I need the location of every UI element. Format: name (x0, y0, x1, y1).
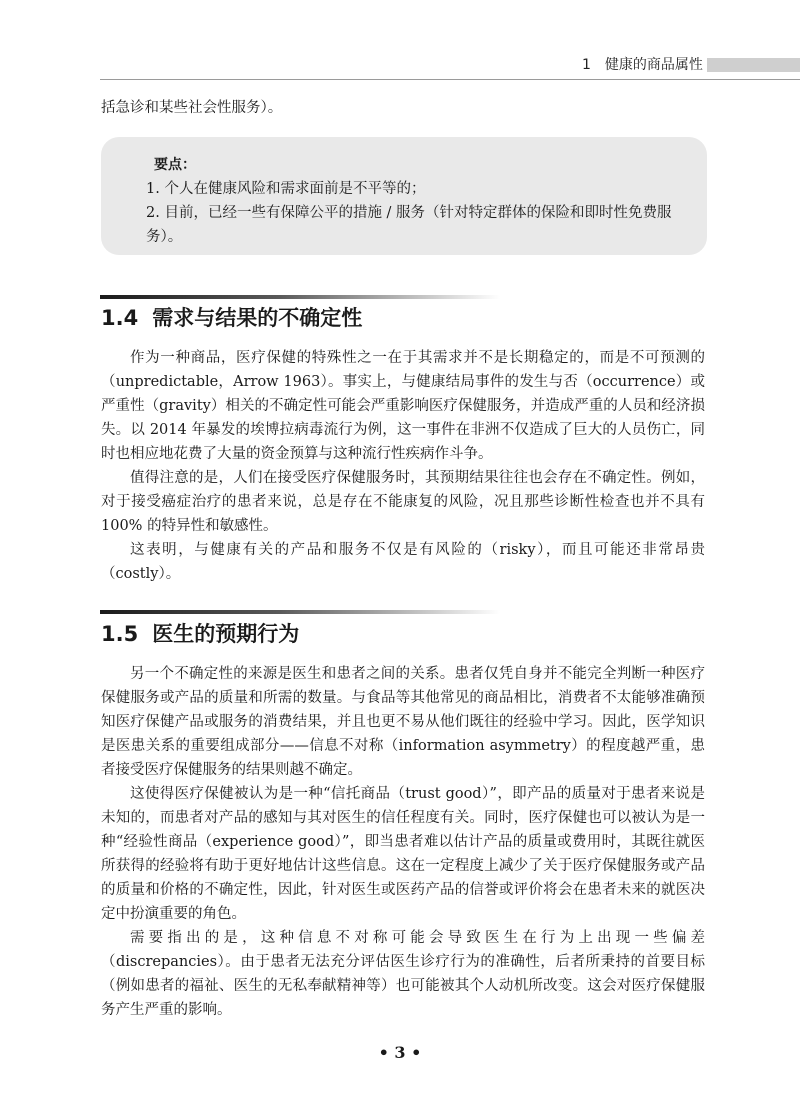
running-header-chapter: 1 健康的商品属性 (582, 57, 703, 73)
section-1-5-body (101, 662, 705, 1022)
paragraph: 这使得医疗保健被认为是一种“信托商品（trust good）”，即产品的质量对于患者来说是未知的，而患者对产品的感知与其对医生的信任程度有关。同时，医疗保健也可以被认为是一种“经验性商品（experience good）”，即当患者难以估计产品的质量或费用时，其既往就医所获得的经验将有助于更好地估计这些信息。这在一定程度上减少了关于医疗保健服务或产品的质量和价格的不确定性，因此，针对医生或医药产品的信誉或评价将会在患者未来的就医决定中扮演重要的角色。 (101, 786, 705, 922)
section-title: 医生的预期行为 (152, 621, 300, 646)
key-point-item-1: 1. 个人在健康风险和需求面前是不平等的； (146, 181, 426, 197)
section-number: 1.4 (101, 306, 139, 330)
key-points-box (101, 137, 707, 255)
section-heading-1-5 (101, 620, 299, 648)
paragraph: 需要指出的是，这种信息不对称可能会导致医生在行为上出现一些偏差（discrepancies）。由于患者无法充分评估医生诊疗行为的准确性，后者所秉持的首要目标（例如患者的福祉、医生的无私奉献精神等）也可能被其个人动机所改变。这会对医疗保健服务产生严重的影响。 (101, 930, 705, 1018)
section-rule-1-5 (100, 610, 500, 614)
section-heading-1-4 (101, 304, 362, 332)
section-rule-1-4 (100, 295, 500, 299)
paragraph: 作为一种商品，医疗保健的特殊性之一在于其需求并不是长期稳定的，而是不可预测的（unpredictable，Arrow 1963）。事实上，与健康结局事件的发生与否（occurrence）或严重性（gravity）相关的不确定性可能会严重影响医疗保健服务，并造成严重的人员和经济损失。以 2014 年暴发的埃博拉病毒流行为例，这一事件在非洲不仅造成了巨大的人员伤亡，同时也相应地花费了大量的资金预算与这种流行性疾病作斗争。 (101, 350, 705, 462)
section-number: 1.5 (101, 622, 139, 646)
paragraph: 这表明，与健康有关的产品和服务不仅是有风险的（risky），而且可能还非常昂贵（costly）。 (101, 542, 705, 582)
key-point-item-2: 2. 目前，已经一些有保障公平的措施 / 服务（针对特定群体的保险和即时性免费服务）。 (146, 205, 672, 245)
intro-fragment: 括急诊和某些社会性服务）。 (101, 100, 283, 116)
header-decorative-bar (707, 58, 800, 72)
page-number: • 3 • (378, 1043, 422, 1062)
header-rule (100, 79, 800, 80)
intro-fragment-block (101, 96, 705, 120)
paragraph: 另一个不确定性的来源是医生和患者之间的关系。患者仅凭自身并不能完全判断一种医疗保健服务或产品的质量和所需的数量。与食品等其他常见的商品相比，消费者不太能够准确预知医疗保健产品或服务的消费结果，并且也更不易从他们既往的经验中学习。因此，医学知识是医患关系的重要组成部分——信息不对称（information asymmetry）的程度越严重，患者接受医疗保健服务的结果则越不确定。 (101, 666, 705, 778)
paragraph: 值得注意的是，人们在接受医疗保健服务时，其预期结果往往也会存在不确定性。例如，对于接受癌症治疗的患者来说，总是存在不能康复的风险，况且那些诊断性检查也并不具有 100% 的特异性和敏感性。 (101, 470, 705, 534)
section-1-4-body (101, 346, 705, 586)
section-title: 需求与结果的不确定性 (152, 305, 363, 330)
key-points-title: 要点： (154, 157, 196, 173)
